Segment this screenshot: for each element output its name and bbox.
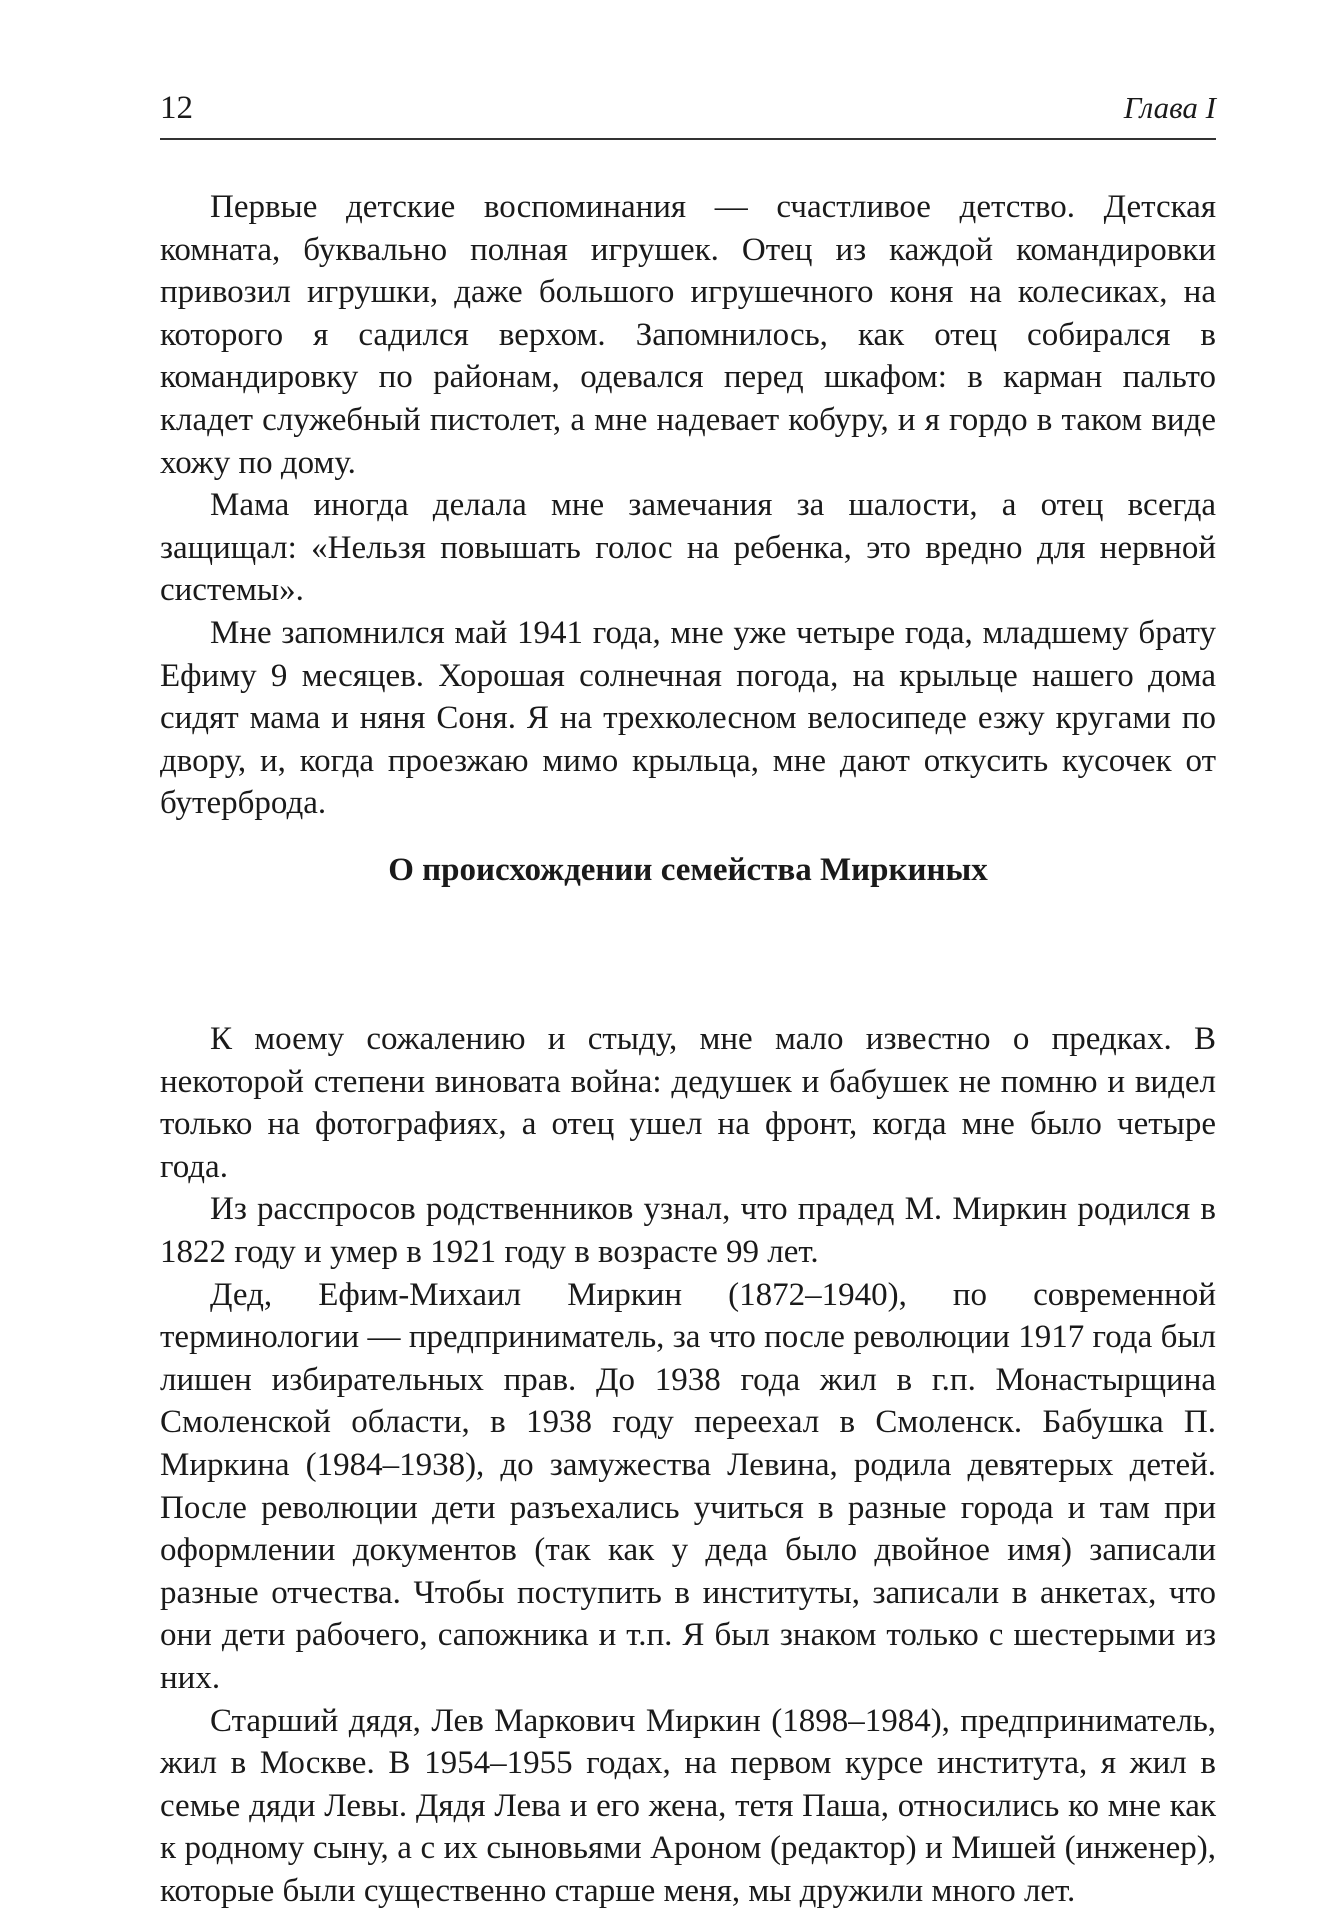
body-text-after-section — [160, 1018, 1216, 1912]
paragraph: К моему сожалению и стыду, мне мало известно о предках. В некоторой степени виновата война: дедушек и бабушек не помню и видел только на фотографиях, а отец ушел на фронт, когда мне было четыре года. — [160, 1021, 1216, 1185]
paragraph: Первые детские воспоминания — счастливое детство. Детская комната, буквально полная игрушек. Отец из каждой командировки привозил игрушки, даже большого игрушечного коня на колесиках, на которого я садился верхом. Запомнилось, как отец собирался в командировку по районам, одевался перед шкафом: в карман пальто кладет служебный пистолет, а мне надевает кобуру, и я гордо в таком виде хожу по дому. — [160, 189, 1216, 481]
paragraph: Мне запомнился май 1941 года, мне уже четыре года, младшему брату Ефиму 9 месяцев. Хорошая солнечная погода, на крыльце нашего дома сидят мама и няня Соня. Я на трехколесном велосипеде езжу кругами по двору, и, когда проезжаю мимо крыльца, мне дают откусить кусочек от бутерброда. — [160, 614, 1216, 822]
page-header — [160, 88, 1216, 140]
chapter-running-head: Глава I — [1123, 90, 1216, 125]
paragraph: Мама иногда делала мне замечания за шалости, а отец всегда защищал: «Нельзя повышать голос на ребенка, это вредно для нервной системы». — [160, 487, 1216, 609]
paragraph: Старший дядя, Лев Маркович Миркин (1898–1984), предприниматель, жил в Москве. В 1954–1955 годах, на первом курсе института, я жил в семье дяди Левы. Дядя Лева и его жена, тетя Паша, относились ко мне как к родному сыну, а с их сыновьями Ароном (редактор) и Мишей (инженер), которые были существенно старше меня, мы дружили много лет. — [160, 1702, 1216, 1909]
paragraph: Из расспросов родственников узнал, что прадед М. Миркин родился в 1822 году и умер в 1921 году в возрасте 99 лет. — [160, 1191, 1216, 1270]
section-heading: О происхождении семейства Миркиных — [388, 852, 988, 888]
page-number: 12 — [160, 90, 193, 126]
body-text-before-section — [160, 186, 1216, 825]
paragraph: Дед, Ефим-Михаил Миркин (1872–1940), по современной терминологии — предприниматель, за что после революции 1917 года был лишен избирательных прав. До 1938 года жил в г.п. Монастырщина Смоленской области, в 1938 году переехал в Смоленск. Бабушка П. Миркина (1984–1938), до замужества Левина, родила девятерых детей. После революции дети разъехались учиться в разные города и там при оформлении документов (так как у деда было двойное имя) записали разные отчества. Чтобы поступить в институты, записали в анкетах, что они дети рабочего, сапожника и т.п. Я был знаком только с шестерыми из них. — [160, 1276, 1216, 1696]
